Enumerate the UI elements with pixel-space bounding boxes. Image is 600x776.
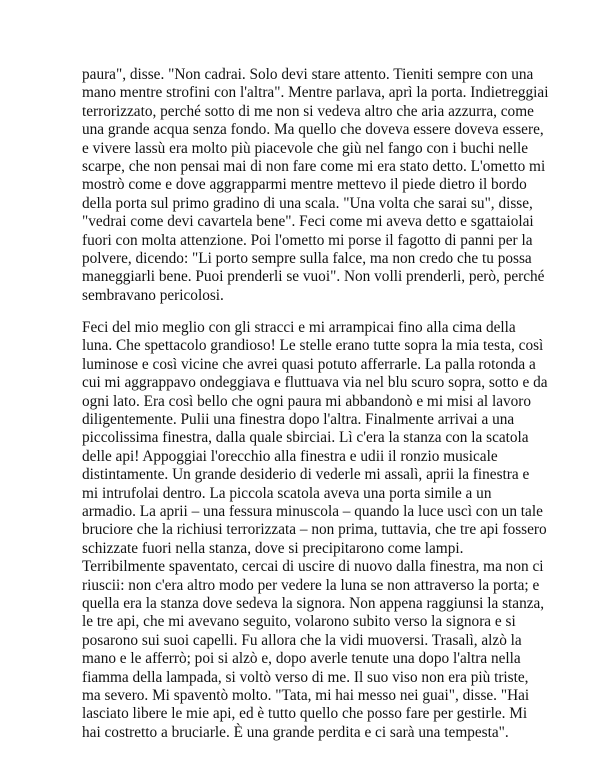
paragraph-1: [82, 66, 549, 305]
text-line: distintamente. Un grande desiderio di vederle mi assalì, aprii la finestra e: [82, 466, 530, 484]
text-line: mi intrufolai dentro. La piccola scatola aveva una porta simile a un: [82, 484, 492, 502]
text-line: fuori con molta attenzione. Poi l'ometto mi porse il fagotto di panni per la: [82, 231, 533, 249]
text-line: quella era la stanza dove sedeva la signora. Non appena raggiunsi la stanza,: [82, 594, 545, 612]
text-line: ogni lato. Era così bello che ogni paura mi abbandonò e mi misi al lavoro: [82, 392, 532, 410]
text-line: luminose e così vicine che avrei quasi potuto afferrarle. La palla rotonda a: [82, 355, 536, 373]
text-line: scarpe, che non pensai mai di non fare come mi era stato detto. L'ometto mi: [82, 157, 546, 175]
text-line: armadio. La aprii – una fessura minuscola – quando la luce uscì con un tale: [82, 502, 543, 520]
text-line: polvere, dicendo: "Li porto sempre sulla falce, ma non credo che tu possa: [82, 249, 532, 267]
text-line: Feci del mio meglio con gli stracci e mi arrampicai fino alla cima della: [82, 319, 516, 337]
text-line: Terribilmente spaventato, cercai di uscire di nuovo dalla finestra, ma non ci: [82, 558, 544, 576]
text-line: riuscii: non c'era altro modo per vedere la luna se non attraverso la porta; e: [82, 576, 540, 594]
text-line: mano e le afferrò; poi si alzò e, dopo averle tenute una dopo l'altra nella: [82, 650, 521, 668]
text-line: posarono sui suoi capelli. Fu allora che la vidi muoversi. Trasalì, alzò la: [82, 631, 522, 649]
text-line: maneggiarli bene. Puoi prenderli se vuoi". Non volli prenderli, però, perché: [82, 268, 545, 286]
text-line: delle api! Appoggiai l'orecchio alla finestra e udii il ronzio musicale: [82, 447, 498, 465]
text-line: piccolissima finestra, dalla quale sbirciai. Lì c'era la stanza con la scatola: [82, 429, 529, 447]
text-line: diligentemente. Pulii una finestra dopo l'altra. Finalmente arrivai a una: [82, 411, 515, 429]
document-page: [82, 66, 549, 742]
text-line: terrorizzato, perché sotto di me non si vedeva altro che aria azzurra, come: [82, 102, 534, 120]
text-line: e vivere lassù era molto più piacevole che giù nel fango con i buchi nelle: [82, 139, 528, 157]
text-line: una grande acqua senza fondo. Ma quello che doveva essere doveva essere,: [82, 121, 544, 139]
text-line: fiamma della lampada, si voltò verso di me. Il suo viso non era più triste,: [82, 668, 529, 686]
paragraph-2: [82, 319, 548, 742]
text-line: luna. Che spettacolo grandioso! Le stelle erano tutte sopra la mia testa, così: [82, 337, 544, 355]
text-line: paura", disse. "Non cadrai. Solo devi stare attento. Tieniti sempre con una: [82, 66, 534, 83]
text-line: sembravano pericolosi.: [82, 286, 224, 304]
text-line: mostrò come e dove aggrapparmi mentre mettevo il piede dietro il bordo: [82, 176, 527, 194]
text-line: bruciore che la richiusi terrorizzata – non prima, tuttavia, che tre api fossero: [82, 521, 547, 539]
text-line: cui mi aggrappavo ondeggiava e fluttuava via nel blu scuro sopra, sotto e da: [82, 374, 548, 392]
text-line: della porta sul primo gradino di una scala. "Una volta che sarai su", disse,: [82, 194, 533, 212]
text-line: "vedrai come devi cavartela bene". Feci come mi aveva detto e sgattaiolai: [82, 213, 534, 231]
text-line: ma severo. Mi spaventò molto. "Tata, mi hai messo nei guai", disse. "Hai: [82, 686, 530, 704]
text-line: schizzate fuori nella stanza, dove si precipitarono come lampi.: [82, 539, 464, 557]
text-line: le tre api, che mi avevano seguito, volarono subito verso la signora e si: [82, 613, 516, 631]
text-line: hai costretto a bruciarle. È una grande perdita e ci sarà una tempesta".: [82, 723, 509, 741]
text-line: lasciato libere le mie api, ed è tutto quello che posso fare per gestirle. Mi: [82, 705, 528, 723]
paragraph-spacer: [82, 305, 522, 319]
text-line: mano mentre strofini con l'altra". Mentre parlava, aprì la porta. Indietreggiai: [82, 84, 549, 102]
